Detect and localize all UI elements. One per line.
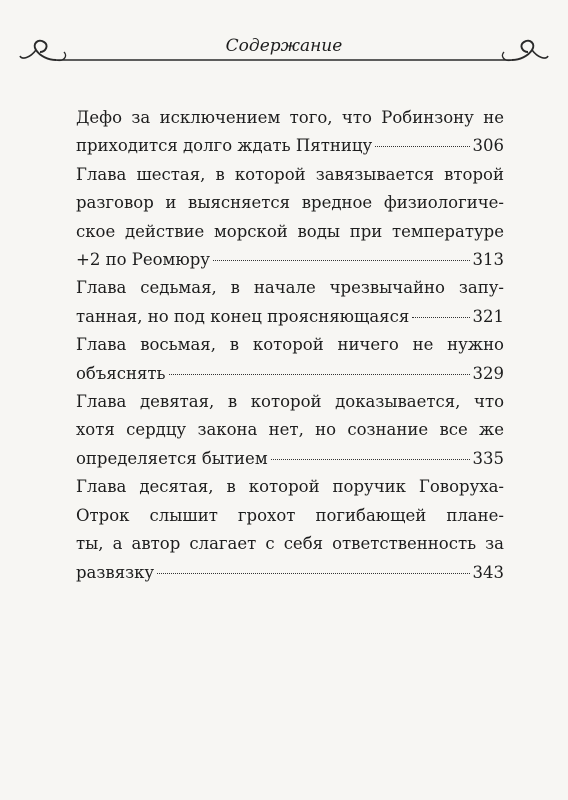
toc-entry-last-line: [76, 559, 504, 587]
toc-entry-line: хотя сердцу закона нет, но сознание все же: [76, 420, 504, 440]
toc-entry-text: определяется бытием: [76, 448, 268, 468]
toc-entry-line: Глава десятая, в которой поручик Говоруха-: [76, 477, 504, 497]
toc-entry-line: ты, а автор слагает с себя ответственность за: [76, 534, 504, 554]
toc-entry: [76, 473, 504, 587]
dot-leader: [412, 317, 469, 318]
toc-entry-line: Глава седьмая, в начале чрезвычайно запу-: [76, 278, 504, 298]
toc-entry: [76, 274, 504, 331]
toc-page-number: 343: [472, 562, 504, 582]
dot-leader: [157, 573, 469, 574]
toc-page-number: 306: [472, 136, 504, 156]
table-of-contents: [76, 104, 504, 587]
toc-page-number: 329: [472, 363, 504, 383]
dot-leader: [375, 146, 469, 147]
toc-entry-line: Дефо за исключением того, что Робинзону не: [76, 108, 504, 127]
toc-entry-text: развязку: [76, 562, 155, 582]
toc-entry-text: приходится долго ждать Пятницу: [76, 136, 373, 156]
toc-entry-last-line: [76, 246, 504, 274]
toc-entry-text: танная, но под конец проясняющаяся: [76, 306, 410, 326]
toc-page-number: 321: [472, 306, 504, 326]
toc-page-number: 335: [472, 448, 504, 468]
toc-entry: [76, 104, 504, 161]
toc-entry-line: Глава девятая, в которой доказывается, что: [76, 392, 504, 412]
toc-entry: [76, 161, 504, 275]
toc-entry-last-line: [76, 360, 504, 388]
toc-entry-line: Отрок слышит грохот погибающей плане-: [76, 505, 504, 525]
toc-entry: [76, 331, 504, 388]
toc-entry-line: ское действие морской воды при температуре: [76, 221, 504, 241]
toc-page-number: 313: [472, 250, 504, 270]
dot-leader: [213, 260, 469, 261]
toc-entry-text: +2 по Реомюру: [76, 250, 211, 270]
dot-leader: [169, 374, 470, 375]
toc-entry: [76, 388, 504, 473]
toc-entry-last-line: [76, 303, 504, 331]
toc-entry-line: Глава шестая, в которой завязывается второй: [76, 164, 504, 184]
page-header: [18, 30, 550, 70]
toc-entry-line: разговор и выясняется вредное физиологиче-: [76, 193, 504, 213]
page-title: Содержание: [225, 36, 343, 56]
toc-entry-last-line: [76, 132, 504, 160]
toc-entry-last-line: [76, 445, 504, 473]
toc-entry-line: Глава восьмая, в которой ничего не нужно: [76, 335, 504, 355]
dot-leader: [271, 459, 470, 460]
toc-entry-text: объяснять: [76, 363, 166, 383]
